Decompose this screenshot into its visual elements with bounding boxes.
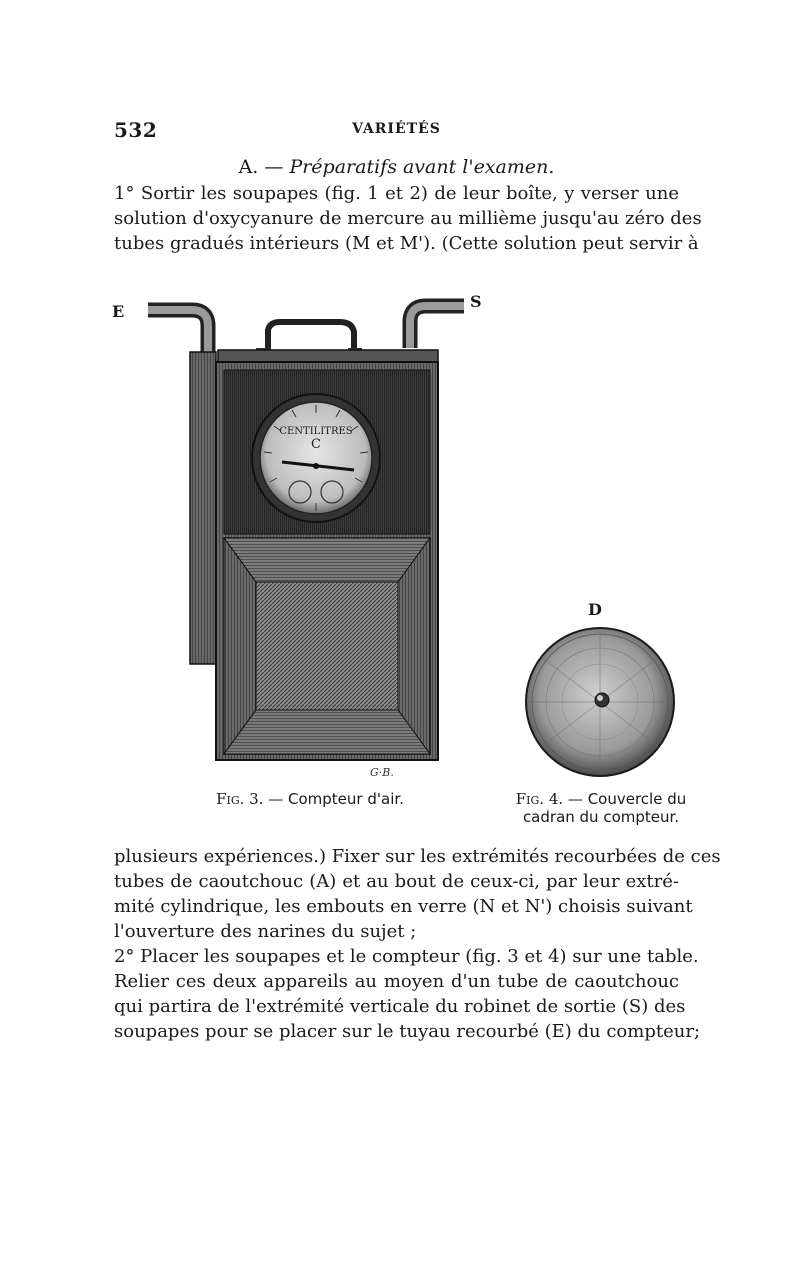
text-line: 2° Placer les soupapes et le compteur (fig. 3 et 4) sur une table. bbox=[114, 946, 699, 967]
figure-3-air-meter bbox=[120, 292, 480, 788]
figure-4-dial-cover bbox=[500, 596, 700, 786]
caption-text: Compteur d'air. bbox=[288, 790, 404, 808]
text-line: soupapes pour se placer sur le tuyau recourbé (E) du compteur; bbox=[114, 1021, 701, 1042]
section-heading bbox=[114, 156, 679, 178]
label-s: S bbox=[470, 292, 482, 311]
text-line: 1° Sortir les soupapes (fig. 1 et 2) de leur boîte, y verser une bbox=[114, 183, 679, 204]
section-dash: — bbox=[264, 156, 284, 178]
dial-text: CENTILITRES bbox=[279, 426, 353, 437]
text-line: qui partira de l'extrémité verticale du robinet de sortie (S) des bbox=[114, 996, 686, 1017]
text-line: plusieurs expériences.) Fixer sur les extrémités recourbées de ces bbox=[114, 846, 721, 867]
caption-dash: — bbox=[567, 790, 583, 808]
page-header bbox=[114, 118, 679, 142]
label-e: E bbox=[112, 302, 125, 321]
label-d: D bbox=[588, 600, 602, 619]
engraver-signature: G·B. bbox=[370, 766, 394, 779]
text-line: solution d'oxycyanure de mercure au millième jusqu'au zéro des bbox=[114, 208, 702, 229]
caption-text: Couvercle du cadran du compteur. bbox=[522, 790, 687, 826]
caption-dash: — bbox=[268, 790, 284, 808]
text-line: tubes de caoutchouc (A) et au bout de ceux-ci, par leur extré- bbox=[114, 871, 679, 892]
running-title: VARIÉTÉS bbox=[352, 121, 441, 137]
section-title: Préparatifs avant l'examen. bbox=[289, 156, 555, 178]
air-meter-illustration bbox=[120, 292, 480, 788]
page-number: 532 bbox=[114, 118, 158, 142]
text-line: tubes gradués intérieurs (M et M'). (Cette solution peut servir à bbox=[114, 233, 699, 254]
section-label: A. bbox=[238, 156, 259, 178]
text-line: Relier ces deux appareils au moyen d'un tube de caoutchouc bbox=[114, 971, 679, 992]
caption-label: Fig. 4. bbox=[515, 790, 564, 808]
dial-letter: C bbox=[311, 437, 321, 452]
paragraph-3 bbox=[114, 944, 701, 1044]
dial-face bbox=[260, 402, 372, 514]
caption-label: Fig. 3. bbox=[216, 790, 264, 808]
paragraph-2 bbox=[114, 844, 721, 944]
figure-4-caption bbox=[496, 790, 706, 826]
text-line: mité cylindrique, les embouts en verre (N et N') choisis suivant bbox=[114, 896, 693, 917]
figure-3-caption bbox=[170, 790, 450, 808]
dial-cover-illustration bbox=[500, 596, 700, 786]
paragraph-1 bbox=[114, 181, 702, 256]
text-line: l'ouverture des narines du sujet ; bbox=[114, 921, 417, 942]
